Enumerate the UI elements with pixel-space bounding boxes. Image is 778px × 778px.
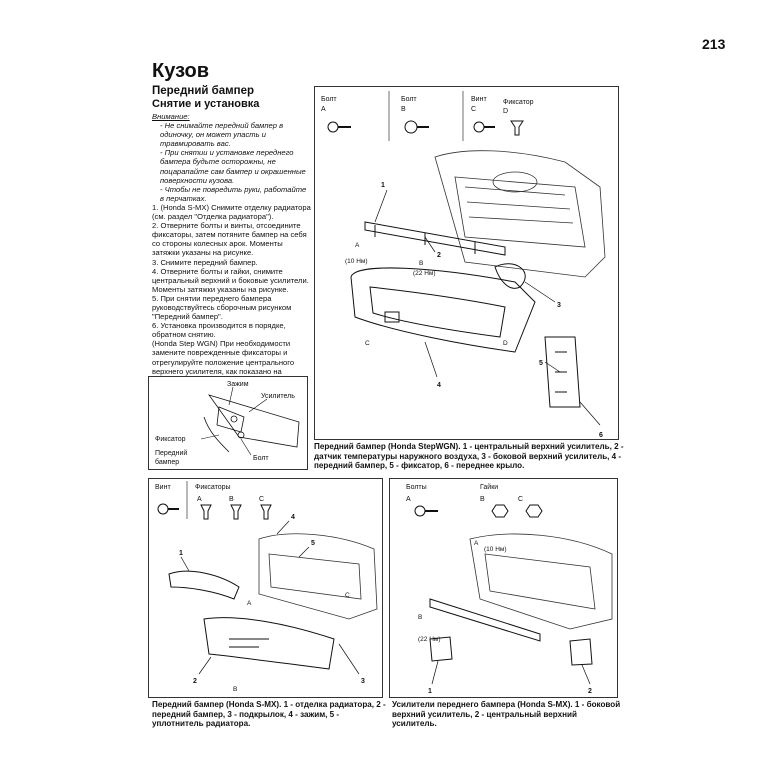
nut-icon [492,505,508,517]
legend-screw: Винт [155,484,171,491]
label-1: 1 [381,182,385,189]
step-2: 2. Отверните болты и винты, отсоедините фиксаторы, затем потяните бампер на себя со стороны колесных арок. Моменты затяжки указаны на рисунке. [152,221,307,258]
label-3: 3 [557,302,561,309]
section-title: Передний бампер [152,85,255,97]
torque-10: (10 Нм) [345,258,368,265]
warning-label: Внимание: [152,112,190,121]
label-bolt: Болт [253,455,269,462]
torque-22: (22 Нм) [418,636,441,643]
clip-c-icon [261,505,271,519]
step-3: 3. Снимите передний бампер. [152,257,258,267]
body-text [152,112,312,385]
warning-line: - Чтобы не повредить руки, работайте в перчатках. [160,184,307,203]
legend-letter-b: B [480,496,485,503]
legend-letter-a: A [197,496,202,503]
label-b: B [418,614,423,621]
figure-smx-reinforcements [389,478,618,698]
step-4: 4. Отверните болты и гайки, снимите центральный верхний и боковые усилители. Моменты затяжки указаны на рисунке. [152,266,309,294]
label-b: B [233,686,238,693]
legend-letter-b: B [401,106,406,113]
label-5: 5 [539,360,543,367]
nut-c-icon [526,505,542,517]
clip-a-icon [201,505,211,519]
smx-reinforcement-diagram [390,479,617,697]
side-reinforcement [430,637,592,665]
legend-letter-b: B [229,496,234,503]
legend-clip: Фиксатор [503,99,534,106]
legend-letter-c: C [471,106,477,113]
caption-bottom-left: Передний бампер (Honda S-MX). 1 - отделка радиатора, 2 - передний бампер, 3 - подкрылок, 4 - зажим, 5 - уплотнитель радиатора. [152,700,386,729]
stepwgn-diagram [315,87,618,439]
label-front-bumper-1: Передний [155,450,188,457]
label-1: 1 [179,550,183,557]
clip-b-icon [231,505,241,519]
bolt-a-icon [328,122,351,132]
label-reinforcement: Усилитель [261,393,295,400]
label-5: 5 [311,540,315,547]
label-6: 6 [599,432,603,439]
legend-bolt-a: Болт [321,96,337,103]
label-c: C [365,340,370,347]
legend-bolts: Болты [406,484,427,491]
legend-clips: Фиксаторы [195,484,231,491]
torque-22: (22 Нм) [413,270,436,277]
label-2: 2 [588,688,592,695]
label-c: C [345,592,350,599]
figure-smx-front-bumper [148,478,383,698]
legend-bolt-b: Болт [401,96,417,103]
label-3: 3 [361,678,365,685]
step-6: 6. Установка производится в порядке, обратном снятию. [152,321,286,340]
label-d: D [503,340,508,347]
warning-line: - При снятии и установке переднего бампера будьте осторожны, не поцарапайте сам бампер и окрашенные поверхности кузова. [160,148,306,185]
legend-letter-d: D [503,108,509,115]
label-2: 2 [193,678,197,685]
smx-bumper-diagram [149,479,382,697]
label-2: 2 [437,252,441,259]
label-a: A [474,540,479,547]
bolt-b-icon [405,121,429,133]
step-5: 5. При снятии переднего бампера руководствуйтесь сборочным рисунком "Передний бампер". [152,293,292,322]
label-a: A [247,600,252,607]
caption-top: Передний бампер (Honda StepWGN). 1 - центральный верхний усилитель, 2 - датчик температуры наружного воздуха, 3 - боковой верхний усилитель, 4 - передний бампер, 5 - фиксатор, 6 - переднее крыло. [314,442,624,471]
page-number: 213 [702,36,726,52]
clip-detail-diagram [149,377,307,469]
label-1: 1 [428,688,432,695]
legend-letter-c: C [518,496,524,503]
warning-line: - Не снимайте передний бампер в одиночку, он может упасть и травмировать вас. [160,121,284,149]
legend-letter-c: C [259,496,265,503]
label-b: B [419,260,424,267]
label-a: A [355,242,360,249]
clip-icon [511,121,523,135]
figure-stepwgn-front-bumper [314,86,619,440]
label-front-bumper-2: бампер [155,459,180,466]
legend-screw: Винт [471,96,487,103]
label-clip: Фиксатор [155,436,186,443]
label-4: 4 [437,382,441,389]
chapter-title: Кузов [152,60,210,82]
torque-10-top: (10 Нм) [484,546,507,553]
step-1: 1. (Honda S-MX) Снимите отделку радиатора (см. раздел "Отделка радиатора"). [152,202,311,222]
screw-icon [474,122,495,132]
smx-bumper-shape [204,618,334,669]
figure-clip-detail [148,376,308,470]
caption-bottom-right: Усилители переднего бампера (Honda S-MX). 1 - боковой верхний усилитель, 2 - центральный верхний усилитель. [392,700,621,729]
label-clamp: Зажим [227,381,249,388]
radiator-trim [169,571,239,599]
bolt-icon [415,506,438,516]
legend-nuts: Гайки [480,484,499,491]
car-body-outline [435,151,605,277]
center-reinforcement [430,599,540,641]
screw-icon [158,504,179,514]
legend-letter-a: A [406,496,411,503]
car-body-outline [259,534,377,619]
label-4: 4 [291,514,295,521]
legend-letter-a: A [321,106,326,113]
subsection-title: Снятие и установка [152,98,260,110]
clip-detail [545,337,580,407]
step-note: (Honda Step WGN) При необходимости замените поврежденные фиксаторы и отрегулируйте положение центрального верхнего усилителя, как показано на [152,339,295,376]
